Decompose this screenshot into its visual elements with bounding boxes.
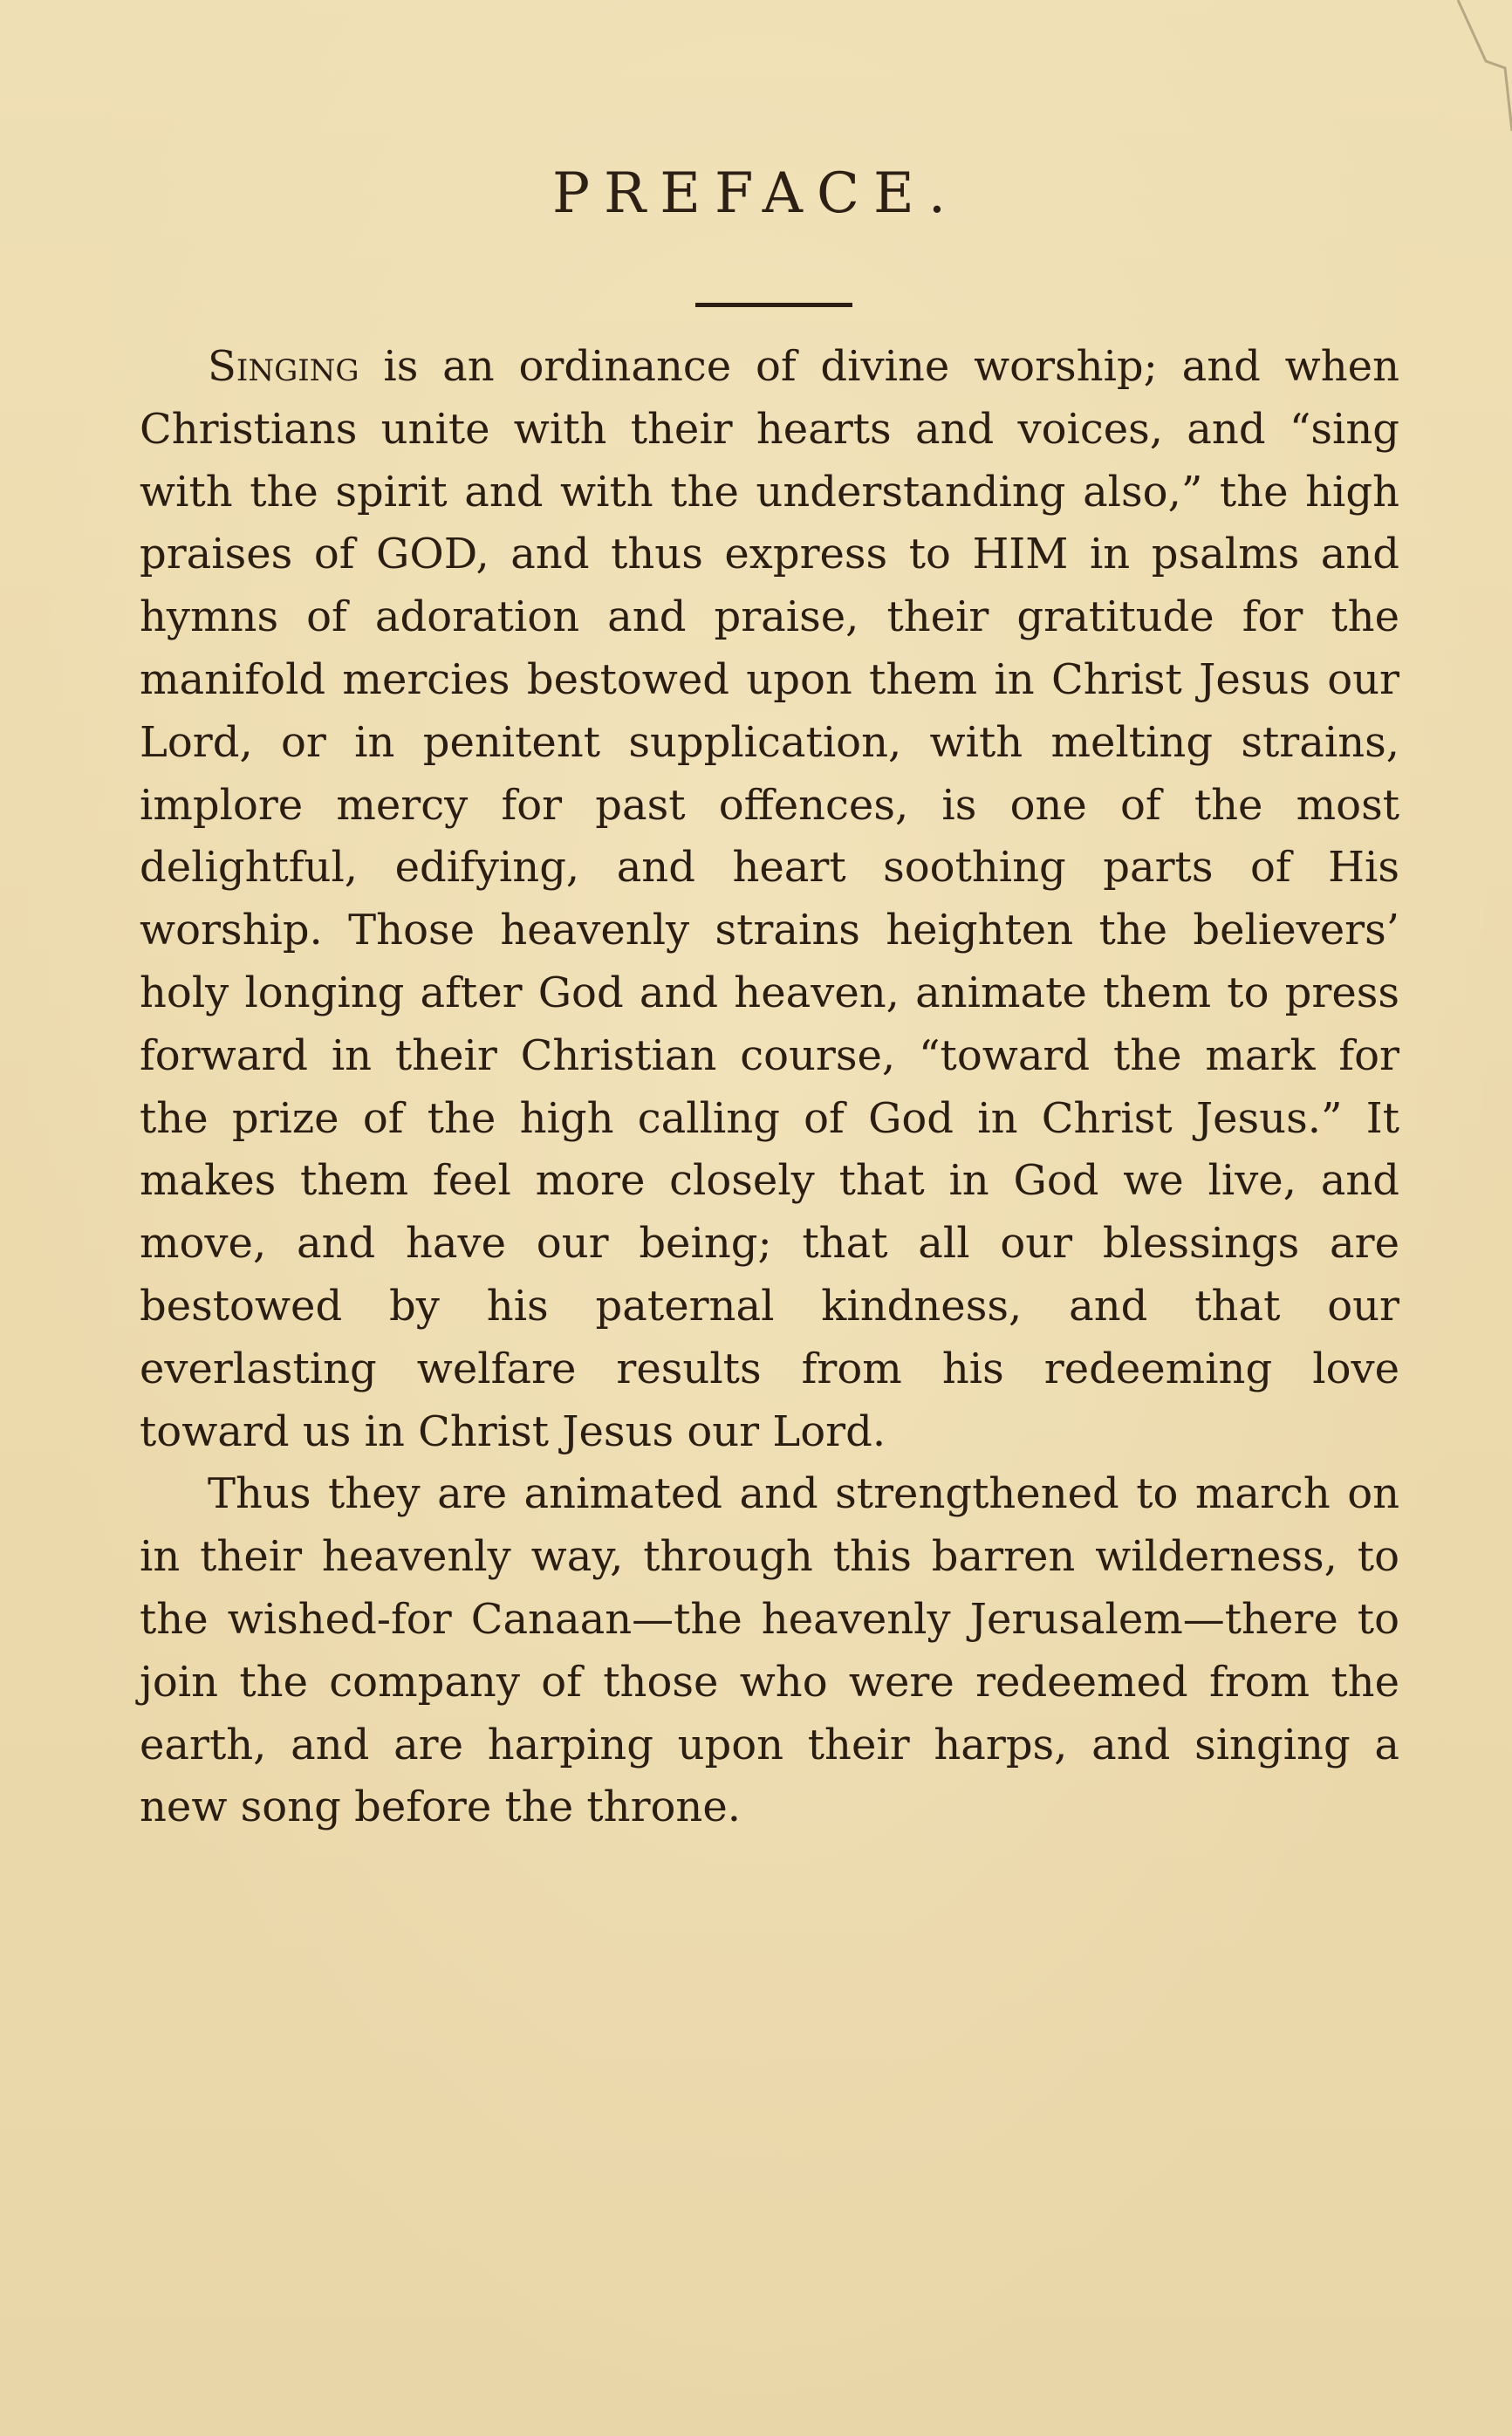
paragraph-2-text: Thus they are animated and strengthened to march on in their heavenly way, through this barren wilderness, to the wished-for Canaan—the heavenly Jerusalem—there to join the company of those who were redeemed from the earth, and are harping upon their harps, and singing a new song before the throne. bbox=[140, 1469, 1399, 1832]
paragraph-1-lead-word: Singing bbox=[208, 342, 359, 391]
title-divider bbox=[695, 303, 852, 307]
page-title: PREFACE. bbox=[551, 161, 961, 226]
paragraph-1-text: is an ordinance of divine worship; and when Christians unite with their hearts and voices, and “sing with the spirit and with the understanding also,” the high praises of GOD, and thus express to HIM in psalms and hymns of adoration and praise, their gratitude for the manifold mercies bestowed upon them in Christ Jesus our Lord, or in penitent supplication, with melting strains, implore mercy for past offences, is one of the most delightful, edifying, and heart soothing parts of His worship. Those heavenly strains heighten the believers’ holy longing after God and heaven, animate them to press forward in their Christian course, “toward the mark for the prize of the high calling of God in Christ Jesus.” It makes them feel more closely that in God we live, and move, and have our being; that all our blessings are bestowed by his paternal kindness, and that our everlasting welfare results from his redeeming love toward us in Christ Jesus our Lord. bbox=[140, 342, 1399, 1456]
paragraph-1 bbox=[140, 336, 1399, 1463]
page-corner-mark bbox=[1451, 0, 1512, 131]
paragraph-2 bbox=[140, 1463, 1399, 1839]
preface-body bbox=[140, 336, 1399, 1839]
